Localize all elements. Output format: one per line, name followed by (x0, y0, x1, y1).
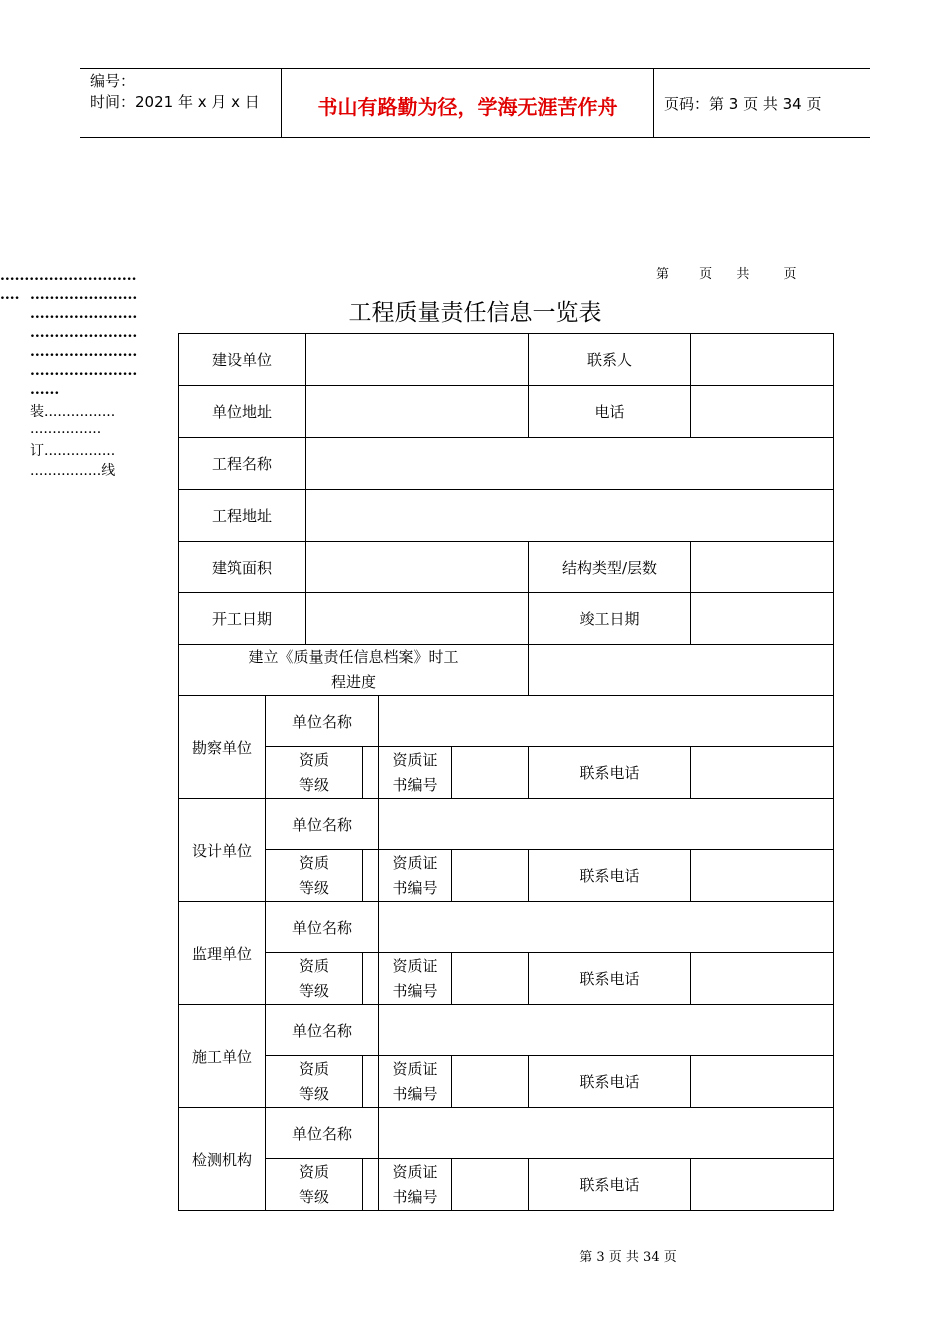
table-row (179, 593, 834, 645)
contact-phone-value[interactable] (691, 850, 834, 902)
unit-name-value[interactable] (379, 799, 834, 850)
unit-address-value[interactable] (306, 386, 529, 438)
project-address-value[interactable] (306, 490, 834, 542)
label-line: 等级 (298, 878, 329, 897)
binding-dots: ...................... (30, 363, 138, 379)
label-line: 资质证 (392, 853, 438, 872)
binding-zhuang-line (30, 401, 115, 421)
party-label: 设计单位 (179, 799, 266, 902)
table-row (179, 490, 834, 542)
header-page-info: 页码：第 3 页 共 34 页 (664, 95, 822, 113)
binding-ding: 订 (30, 443, 44, 459)
page-ye: 页 (783, 267, 797, 282)
contact-phone-label: 联系电话 (529, 1159, 691, 1211)
page-ye: 页 (699, 267, 713, 282)
contact-phone-label: 联系电话 (529, 1056, 691, 1108)
building-area-value[interactable] (306, 542, 529, 593)
label-line: 资质证 (392, 750, 438, 769)
label-line: 书编号 (392, 1187, 438, 1206)
completion-date-label: 竣工日期 (529, 593, 691, 645)
label-line: 资质 (298, 853, 329, 872)
building-area-label: 建筑面积 (179, 542, 306, 593)
binding-dots: ................ (30, 421, 102, 437)
cert-no-label (379, 850, 452, 902)
cert-no-label (379, 953, 452, 1005)
qual-level-label (266, 1056, 363, 1108)
qual-level-value[interactable] (363, 1056, 379, 1108)
table-row (179, 747, 834, 799)
party-label: 监理单位 (179, 902, 266, 1005)
unit-name-value[interactable] (379, 1005, 834, 1056)
label-line: 等级 (298, 1084, 329, 1103)
binding-xian-line (30, 460, 115, 480)
start-date-value[interactable] (306, 593, 529, 645)
unit-name-label: 单位名称 (266, 902, 379, 953)
binding-ding-line (30, 440, 115, 460)
project-address-label: 工程地址 (179, 490, 306, 542)
progress-label (179, 645, 529, 696)
unit-address-label: 单位地址 (179, 386, 306, 438)
qual-level-value[interactable] (363, 747, 379, 799)
unit-name-label: 单位名称 (266, 799, 379, 850)
table-row (179, 1159, 834, 1211)
label-line: 资质 (298, 750, 329, 769)
unit-name-value[interactable] (379, 696, 834, 747)
form-title: 工程质量责任信息一览表 (348, 300, 602, 326)
cert-no-value[interactable] (452, 850, 529, 902)
unit-name-label: 单位名称 (266, 1005, 379, 1056)
label-line: 资质 (298, 1059, 329, 1078)
party-label: 检测机构 (179, 1108, 266, 1211)
contact-phone-value[interactable] (691, 953, 834, 1005)
top-page-info (656, 263, 796, 282)
binding-dots: ................ (30, 463, 102, 479)
party-label: 勘察单位 (179, 696, 266, 799)
contact-phone-value[interactable] (691, 1056, 834, 1108)
unit-name-value[interactable] (379, 902, 834, 953)
project-name-label: 工程名称 (179, 438, 306, 490)
page-di: 第 (656, 267, 670, 282)
page-gong: 共 (736, 267, 750, 282)
contact-person-value[interactable] (691, 334, 834, 386)
document-number-label: 编号： (90, 72, 136, 90)
binding-dots: ...................... (30, 344, 138, 360)
page-header (80, 68, 870, 138)
qual-level-label (266, 850, 363, 902)
table-row (179, 953, 834, 1005)
cert-no-value[interactable] (452, 1056, 529, 1108)
table-row (179, 645, 834, 696)
unit-name-value[interactable] (379, 1108, 834, 1159)
contact-phone-label: 联系电话 (529, 953, 691, 1005)
label-line: 等级 (298, 1187, 329, 1206)
cert-no-label (379, 1056, 452, 1108)
document-time-label: 时间：2021 年 x 月 x 日 (90, 93, 260, 111)
table-row (179, 850, 834, 902)
binding-dots: ...................... (30, 306, 138, 322)
table-row (179, 799, 834, 850)
start-date-label: 开工日期 (179, 593, 306, 645)
label-line: 等级 (298, 775, 329, 794)
contact-phone-value[interactable] (691, 1159, 834, 1211)
binding-dots: ...................... (30, 287, 138, 303)
cert-no-label (379, 1159, 452, 1211)
structure-type-label: 结构类型/层数 (529, 542, 691, 593)
binding-dots: ............................ (0, 268, 137, 284)
table-row (179, 438, 834, 490)
progress-label-line: 程进度 (330, 673, 376, 691)
binding-dots: .... (0, 287, 20, 303)
completion-date-value[interactable] (691, 593, 834, 645)
phone-value[interactable] (691, 386, 834, 438)
table-row (179, 334, 834, 386)
label-line: 资质证 (392, 1162, 438, 1181)
binding-dots: ...... (30, 382, 60, 398)
label-line: 书编号 (392, 878, 438, 897)
contact-phone-value[interactable] (691, 747, 834, 799)
progress-label-line: 建立《质量责任信息档案》时工 (248, 648, 459, 666)
progress-value[interactable] (529, 645, 834, 696)
cert-no-label (379, 747, 452, 799)
cert-no-value[interactable] (452, 1159, 529, 1211)
binding-dots: ................ (44, 443, 116, 459)
contact-person-label: 联系人 (529, 334, 691, 386)
party-label: 施工单位 (179, 1005, 266, 1108)
project-name-value[interactable] (306, 438, 834, 490)
qual-level-value[interactable] (363, 953, 379, 1005)
label-line: 等级 (298, 981, 329, 1000)
binding-xian: 线 (101, 463, 116, 479)
label-line: 资质证 (392, 956, 438, 975)
table-row (179, 1108, 834, 1159)
unit-name-label: 单位名称 (266, 1108, 379, 1159)
qual-level-label (266, 953, 363, 1005)
label-line: 资质 (298, 956, 329, 975)
contact-phone-label: 联系电话 (529, 850, 691, 902)
cert-no-value[interactable] (452, 953, 529, 1005)
phone-label: 电话 (529, 386, 691, 438)
table-row (179, 902, 834, 953)
binding-dots: ...................... (30, 325, 138, 341)
page-footer: 第 3 页 共 34 页 (579, 1250, 677, 1265)
quality-responsibility-table (178, 333, 834, 1211)
header-divider (653, 69, 654, 137)
header-meta (90, 71, 260, 113)
contact-phone-label: 联系电话 (529, 747, 691, 799)
binding-dots: ................ (44, 404, 116, 420)
unit-name-label: 单位名称 (266, 696, 379, 747)
label-line: 书编号 (392, 775, 438, 794)
table-row (179, 1056, 834, 1108)
table-row (179, 542, 834, 593)
qual-level-label (266, 1159, 363, 1211)
build-unit-value[interactable] (306, 334, 529, 386)
header-motto: 书山有路勤为径，学海无涯苦作舟 (317, 95, 618, 119)
qual-level-label (266, 747, 363, 799)
build-unit-label: 建设单位 (179, 334, 306, 386)
binding-zhuang: 装 (30, 404, 44, 420)
label-line: 资质 (298, 1162, 329, 1181)
table-row (179, 696, 834, 747)
table-row (179, 1005, 834, 1056)
label-line: 书编号 (392, 1084, 438, 1103)
cert-no-value[interactable] (452, 747, 529, 799)
table-row (179, 386, 834, 438)
label-line: 资质证 (392, 1059, 438, 1078)
qual-level-value[interactable] (363, 1159, 379, 1211)
qual-level-value[interactable] (363, 850, 379, 902)
structure-type-value[interactable] (691, 542, 834, 593)
label-line: 书编号 (392, 981, 438, 1000)
